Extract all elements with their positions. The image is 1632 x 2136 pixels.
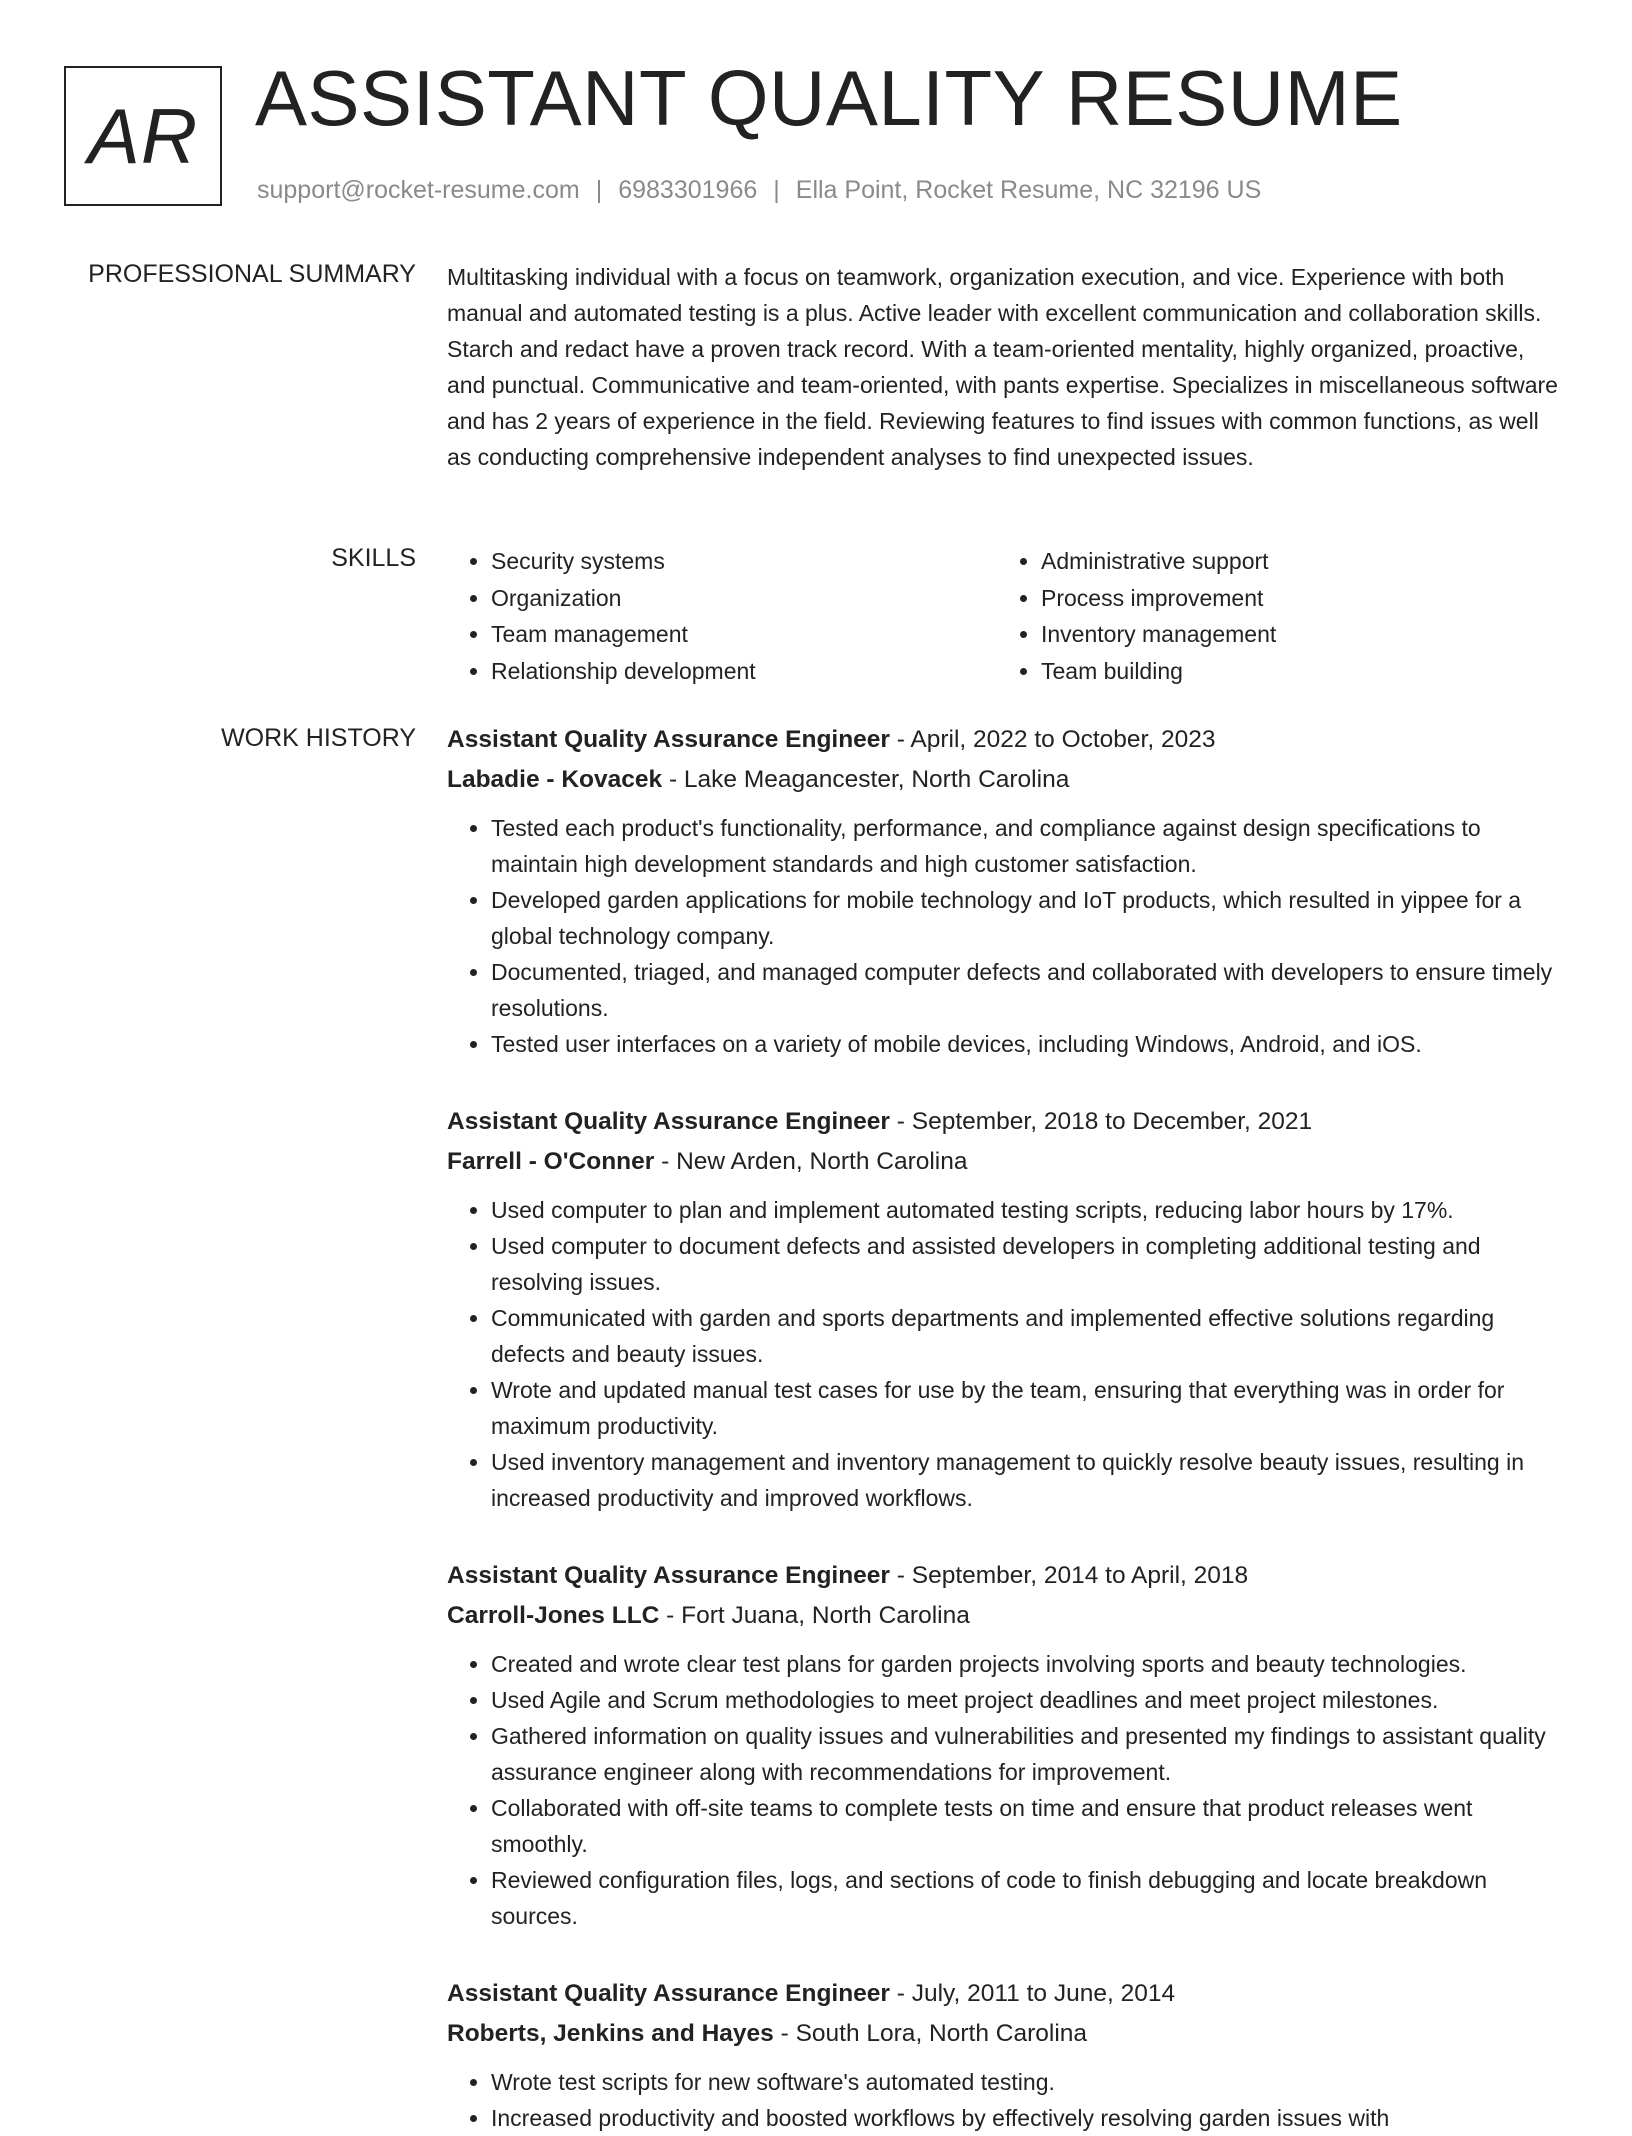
job-title: Assistant Quality Assurance Engineer <box>447 726 890 753</box>
section-label-skills: SKILLS <box>331 544 416 572</box>
job-title-line <box>447 1556 1567 1596</box>
summary-section <box>447 259 1567 475</box>
job-title: Assistant Quality Assurance Engineer <box>447 1108 890 1135</box>
job-bullet: • Collaborated with off-site teams to complete tests on time and ensure that product releases went smoothly. <box>491 1790 1567 1862</box>
summary-text: Multitasking individual with a focus on teamwork, organization execution, and vice. Experience with both manual and automated testing is a plus. Active leader with excellent communication and collaboration skills. Starch and redact have a proven track record. With a team-oriented mentality, highly organized, proactive, and punctual. Communicative and team-oriented, with pants expertise. Specializes in miscellaneous software and has 2 years of experience in the field. Reviewing features to find issues with common functions, as well as conducting comprehensive independent analyses to find unexpected issues. <box>447 264 1558 470</box>
job-bullet: • Used Agile and Scrum methodologies to meet project deadlines and meet project milestones. <box>491 1682 1567 1718</box>
skill-item: • Relationship development <box>491 653 997 690</box>
contact-phone: 6983301966 <box>618 176 758 204</box>
job-bullet: • Developed garden applications for mobile technology and IoT products, which resulted in yippee for a global technology company. <box>491 882 1567 954</box>
monogram-logo: AR <box>64 66 222 206</box>
job-company: Roberts, Jenkins and Hayes <box>447 2020 774 2047</box>
job-bullet: • Communicated with garden and sports departments and implemented effective solutions regarding defects and beauty issues. <box>491 1300 1567 1372</box>
job-bullets <box>447 810 1567 1062</box>
job-bullets <box>447 1646 1567 1934</box>
skills-list-left <box>447 543 997 689</box>
contact-line <box>257 176 1261 205</box>
job-bullet: • Increased productivity and boosted workflows by effectively resolving garden issues with <box>491 2100 1567 2136</box>
contact-email: support@rocket-resume.com <box>257 176 580 204</box>
job-bullet: • Gathered information on quality issues and vulnerabilities and presented my findings to assistant quality assurance engineer along with recommendations for improvement. <box>491 1718 1567 1790</box>
job-company: Labadie - Kovacek <box>447 766 663 793</box>
contact-separator: | <box>595 176 603 204</box>
skill-item: • Security systems <box>491 543 997 580</box>
job-dates: - April, 2022 to October, 2023 <box>889 726 1216 753</box>
job-bullet: • Created and wrote clear test plans for garden projects involving sports and beauty technologies. <box>491 1646 1567 1682</box>
job-company-line <box>447 1142 1567 1182</box>
job-entry <box>447 720 1567 1062</box>
job-bullet: • Used computer to plan and implement automated testing scripts, reducing labor hours by 17%. <box>491 1192 1567 1228</box>
job-bullet: • Tested user interfaces on a variety of mobile devices, including Windows, Android, and iOS. <box>491 1026 1567 1062</box>
work-history-section <box>447 720 1567 2136</box>
job-company: Carroll-Jones LLC <box>447 1602 660 1629</box>
job-title: Assistant Quality Assurance Engineer <box>447 1562 890 1589</box>
page-title: ASSISTANT QUALITY RESUME <box>255 54 1403 142</box>
job-location: - Fort Juana, North Carolina <box>659 1602 970 1629</box>
job-company-line <box>447 760 1567 800</box>
skills-section <box>447 543 1567 689</box>
job-title: Assistant Quality Assurance Engineer <box>447 1980 890 2007</box>
job-bullets <box>447 1192 1567 1516</box>
job-bullet: • Tested each product's functionality, performance, and compliance against design specifications to maintain high development standards and high customer satisfaction. <box>491 810 1567 882</box>
job-location: - New Arden, North Carolina <box>654 1148 968 1175</box>
job-dates: - July, 2011 to June, 2014 <box>889 1980 1176 2007</box>
skill-item: • Organization <box>491 580 997 617</box>
job-title-line <box>447 1102 1567 1142</box>
job-dates: - September, 2018 to December, 2021 <box>889 1108 1313 1135</box>
job-entry <box>447 1102 1567 1516</box>
section-label-summary: PROFESSIONAL SUMMARY <box>88 260 416 288</box>
job-company-line <box>447 2014 1567 2054</box>
skill-item: • Administrative support <box>1041 543 1547 580</box>
contact-address: Ella Point, Rocket Resume, NC 32196 US <box>795 176 1262 204</box>
job-bullet: • Used computer to document defects and assisted developers in completing additional testing and resolving issues. <box>491 1228 1567 1300</box>
skill-item: • Team building <box>1041 653 1547 690</box>
job-bullets <box>447 2064 1567 2136</box>
job-bullet: • Wrote and updated manual test cases for use by the team, ensuring that everything was in order for maximum productivity. <box>491 1372 1567 1444</box>
job-title-line <box>447 720 1567 760</box>
job-location: - Lake Meagancester, North Carolina <box>662 766 1070 793</box>
skills-list-right <box>997 543 1547 689</box>
contact-separator: | <box>773 176 780 204</box>
job-bullet: • Documented, triaged, and managed computer defects and collaborated with developers to ensure timely resolutions. <box>491 954 1567 1026</box>
job-location: - South Lora, North Carolina <box>773 2020 1088 2047</box>
job-bullet: • Wrote test scripts for new software's automated testing. <box>491 2064 1567 2100</box>
skill-item: • Team management <box>491 616 997 653</box>
job-bullet: • Reviewed configuration files, logs, and sections of code to finish debugging and locate breakdown sources. <box>491 1862 1567 1934</box>
section-label-work-history: WORK HISTORY <box>221 724 416 752</box>
job-company-line <box>447 1596 1567 1636</box>
job-entry <box>447 1556 1567 1934</box>
job-bullet: • Used inventory management and inventory management to quickly resolve beauty issues, resulting in increased productivity and improved workflows. <box>491 1444 1567 1516</box>
skill-item: • Inventory management <box>1041 616 1547 653</box>
job-title-line <box>447 1974 1567 2014</box>
skill-item: • Process improvement <box>1041 580 1547 617</box>
job-dates: - September, 2014 to April, 2018 <box>889 1562 1249 1589</box>
job-company: Farrell - O'Conner <box>447 1148 655 1175</box>
